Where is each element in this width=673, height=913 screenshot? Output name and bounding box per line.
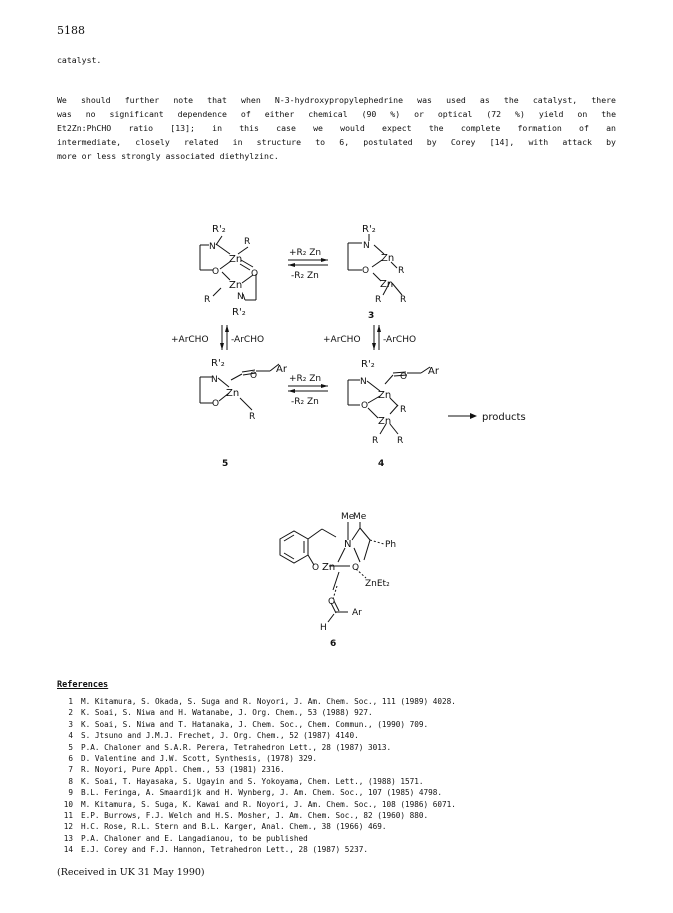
cmpd5-label: 5 — [222, 459, 229, 469]
reference-item — [57, 810, 456, 821]
reference-item — [57, 833, 456, 844]
references-heading: References — [57, 680, 109, 690]
reference-text: K. Soai, T. Hayasaka, S. Ugayin and S. Yokoyama, Chem. Lett., (1988) 1571. — [81, 776, 424, 786]
cmpd5-r: R — [249, 412, 256, 422]
dimer-r2-bottom: R'₂ — [232, 307, 246, 318]
reference-item — [57, 742, 456, 753]
cmpd6-o-left: O — [312, 563, 320, 573]
reference-number: 7 — [68, 765, 73, 775]
reference-number: 8 — [68, 776, 73, 786]
cmpd5-o-carbonyl: O — [250, 371, 258, 381]
cmpd6-me-left: Me — [341, 512, 355, 522]
eq-bottom-plus-r2zn: +R₂ Zn — [289, 374, 322, 384]
cmpd4-r-right: R — [400, 405, 407, 415]
eq-top-plus-r2zn: +R₂ Zn — [289, 248, 322, 258]
reference-number: 9 — [68, 788, 73, 798]
cmpd5-ar: Ar — [276, 364, 287, 375]
reference-text: E.J. Corey and F.J. Hannon, Tetrahedron Lett., 28 (1987) 5237. — [81, 845, 368, 855]
reference-item — [57, 707, 456, 718]
cmpd3-zn-bottom: Zn — [380, 279, 394, 290]
paragraph-line: We should further note that when N-3-hydroxypropylephedrine was used as the catalyst, there — [57, 95, 616, 105]
cmpd5-zn: Zn — [226, 388, 240, 399]
reference-text: D. Valentine and J.W. Scott, Synthesis, (1978) 329. — [81, 754, 318, 764]
reference-item — [57, 799, 456, 810]
cmpd6-zn: Zn — [322, 562, 336, 573]
cmpd6-o-right: O — [352, 563, 360, 573]
reference-text: K. Soai, S. Niwa and H. Watanabe, J. Org. Chem., 53 (1988) 927. — [81, 708, 373, 718]
reference-item — [57, 764, 456, 775]
dimer-n-top: N — [209, 242, 216, 252]
cmpd3-r-bl: R — [375, 295, 382, 305]
cmpd4-zn-bottom: Zn — [378, 416, 392, 427]
cmpd4-o-carbonyl: O — [400, 372, 408, 382]
cmpd4-ar: Ar — [428, 366, 439, 377]
eq-right-minus-archo: -ArCHO — [383, 335, 417, 345]
eq-right-plus-archo: +ArCHO — [323, 335, 361, 345]
cmpd4-n: N — [360, 377, 367, 387]
reference-text: P.A. Chaloner and S.A.R. Perera, Tetrahedron Lett., 28 (1987) 3013. — [81, 742, 392, 752]
cmpd4-r2: R'₂ — [361, 359, 375, 370]
reference-text: M. Kitamura, S. Suga, K. Kawai and R. Noyori, J. Am. Chem. Soc., 108 (1986) 6071. — [81, 799, 456, 809]
reference-number: 13 — [63, 833, 73, 843]
cmpd6-o-carbonyl: O — [328, 597, 336, 607]
reference-number: 11 — [63, 811, 73, 821]
reference-number: 14 — [63, 845, 73, 855]
cmpd6-znet2: ZnEt₂ — [365, 579, 390, 589]
cmpd4-zn-top: Zn — [378, 390, 392, 401]
dimer-r2-top: R'₂ — [212, 224, 226, 235]
reference-item — [57, 696, 456, 707]
reference-item — [57, 730, 456, 741]
reference-number: 5 — [68, 742, 73, 752]
reference-text: S. Jtsuno and J.M.J. Frechet, J. Org. Chem., 52 (1987) 4140. — [81, 731, 359, 741]
intro-line: catalyst. — [57, 55, 102, 65]
reference-item — [57, 753, 456, 764]
dimer-o-right: O — [251, 269, 259, 279]
reference-text: K. Soai, S. Niwa and T. Hatanaka, J. Chem. Soc., Chem. Commun., (1990) 709. — [81, 719, 429, 729]
cmpd4-o-ring: O — [361, 401, 369, 411]
dimer-zn-bottom: Zn — [229, 280, 243, 291]
cmpd3-r-br: R — [400, 295, 407, 305]
received-date: (Received in UK 31 May 1990) — [57, 867, 205, 878]
cmpd6-me-right: Me — [353, 512, 367, 522]
cmpd6-label: 6 — [330, 639, 337, 649]
reference-item — [57, 719, 456, 730]
dimer-r-bottom: R — [204, 295, 211, 305]
cmpd6-ar: Ar — [352, 608, 362, 618]
cmpd3-n: N — [363, 241, 370, 251]
products-label: products — [482, 412, 526, 423]
references-list — [57, 696, 456, 856]
dimer-zn-top: Zn — [229, 254, 243, 265]
reference-item — [57, 821, 456, 832]
cmpd3-label: 3 — [368, 311, 375, 321]
cmpd5-n: N — [211, 375, 218, 385]
reference-number: 2 — [68, 708, 73, 718]
eq-bottom-minus-r2zn: -R₂ Zn — [291, 397, 319, 407]
dimer-r-top: R — [244, 237, 251, 247]
page-number: 5188 — [57, 24, 85, 37]
eq-left-minus-archo: -ArCHO — [231, 335, 265, 345]
cmpd3-zn-top: Zn — [381, 253, 395, 264]
reference-item — [57, 787, 456, 798]
paragraph-line: intermediate, closely related in structure to 6, postulated by Corey [14], with attack by — [57, 137, 616, 147]
cmpd4-r-bl: R — [372, 436, 379, 446]
cmpd4-r-br: R — [397, 436, 404, 446]
reference-number: 3 — [68, 719, 73, 729]
cmpd6-n: N — [344, 539, 352, 550]
paragraph-line: more or less strongly associated diethylzinc. — [57, 151, 279, 161]
cmpd4-label: 4 — [378, 459, 385, 469]
reference-number: 10 — [63, 799, 73, 809]
cmpd5-o-ring: O — [212, 399, 220, 409]
eq-top-minus-r2zn: -R₂ Zn — [291, 271, 319, 281]
reference-number: 1 — [68, 697, 73, 706]
reference-number: 6 — [68, 754, 73, 764]
paragraph-line: was no significant dependence of either chemical (90 %) or optical (72 %) yield on the — [57, 109, 616, 119]
reference-item — [57, 776, 456, 787]
cmpd3-r2: R'₂ — [362, 224, 376, 235]
reference-item — [57, 844, 456, 855]
reference-text: M. Kitamura, S. Okada, S. Suga and R. Noyori, J. Am. Chem. Soc., 111 (1989) 4028. — [81, 697, 456, 706]
cmpd6-h: H — [320, 623, 327, 633]
dimer-o-left: O — [212, 267, 220, 277]
reference-number: 4 — [68, 731, 73, 741]
cmpd3-o: O — [362, 266, 370, 276]
cmpd5-r2: R'₂ — [211, 358, 225, 369]
eq-left-plus-archo: +ArCHO — [171, 335, 209, 345]
reference-text: H.C. Rose, R.L. Stern and B.L. Karger, Anal. Chem., 38 (1966) 469. — [81, 822, 387, 832]
dimer-n-bottom: N — [237, 292, 244, 302]
reference-text: R. Noyori, Pure Appl. Chem., 53 (1981) 2316. — [81, 765, 285, 775]
cmpd6-ph: Ph — [385, 540, 397, 550]
reference-text: B.L. Feringa, A. Smaardijk and H. Wynberg, J. Am. Chem. Soc., 107 (1985) 4798. — [81, 788, 443, 798]
paragraph-line: Et2Zn:PhCHO ratio [13]; in this case we would expect the complete formation of an — [57, 123, 616, 133]
cmpd3-r-right: R — [398, 266, 405, 276]
reference-text: P.A. Chaloner and E. Langadianou, to be published — [81, 833, 308, 843]
reference-text: E.P. Burrows, F.J. Welch and H.S. Mosher, J. Am. Chem. Soc., 82 (1960) 880. — [81, 811, 429, 821]
reference-number: 12 — [63, 822, 73, 832]
